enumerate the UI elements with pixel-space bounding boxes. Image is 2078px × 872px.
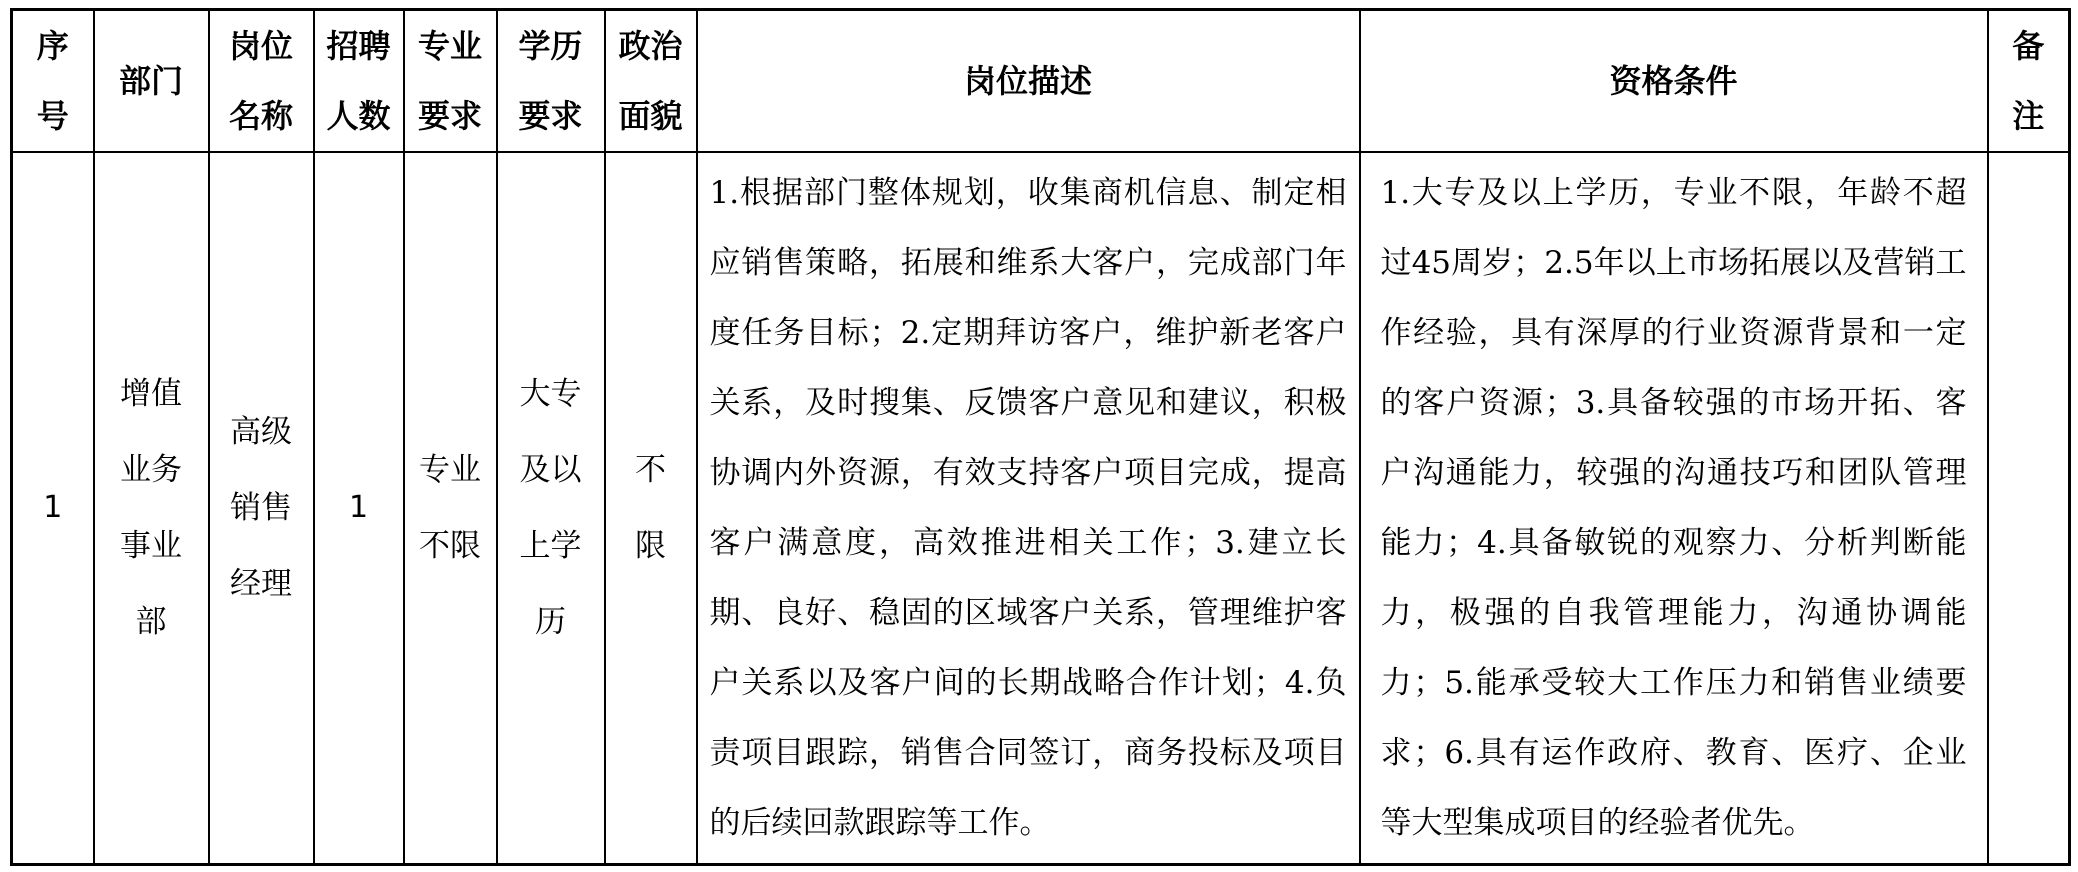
header-serial-number: 序号 (12, 10, 94, 153)
header-row (12, 10, 2070, 153)
cell-position-name: 高级销售经理 (209, 152, 314, 864)
cell-major-requirement: 专业不限 (404, 152, 497, 864)
header-education-requirement: 学历要求 (497, 10, 605, 153)
header-job-description: 岗位描述 (697, 10, 1360, 153)
header-position-name: 岗位名称 (209, 10, 314, 153)
cell-political-status: 不限 (605, 152, 697, 864)
header-department: 部门 (94, 10, 209, 153)
cell-job-description: 1.根据部门整体规划，收集商机信息、制定相应销售策略，拓展和维系大客户，完成部门年度任务目标；2.定期拜访客户，维护新老客户关系，及时搜集、反馈客户意见和建议，积极协调内外资源，有效支持客户项目完成，提高客户满意度，高效推进相关工作；3.建立长期、良好、稳固的区域客户关系，管理维护客户关系以及客户间的长期战略合作计划；4.负责项目跟踪，销售合同签订，商务投标及项目的后续回款跟踪等工作。 (697, 152, 1360, 864)
cell-remark (1988, 152, 2070, 864)
cell-headcount: 1 (314, 152, 404, 864)
cell-qualification: 1.大专及以上学历，专业不限，年龄不超过45周岁；2.5年以上市场拓展以及营销工作经验，具有深厚的行业资源背景和一定的客户资源；3.具备较强的市场开拓、客户沟通能力，较强的沟通技巧和团队管理能力；4.具备敏锐的观察力、分析判断能力，极强的自我管理能力，沟通协调能力；5.能承受较大工作压力和销售业绩要求；6.具有运作政府、教育、医疗、企业等大型集成项目的经验者优先。 (1360, 152, 1988, 864)
header-remark: 备注 (1988, 10, 2070, 153)
header-major-requirement: 专业要求 (404, 10, 497, 153)
recruitment-table (10, 8, 2071, 866)
header-political-status: 政治面貌 (605, 10, 697, 153)
header-headcount: 招聘人数 (314, 10, 404, 153)
cell-education-requirement: 大专及以上学历 (497, 152, 605, 864)
table-row (12, 152, 2070, 864)
header-qualification: 资格条件 (1360, 10, 1988, 153)
cell-department: 增值业务事业部 (94, 152, 209, 864)
cell-serial-number: 1 (12, 152, 94, 864)
